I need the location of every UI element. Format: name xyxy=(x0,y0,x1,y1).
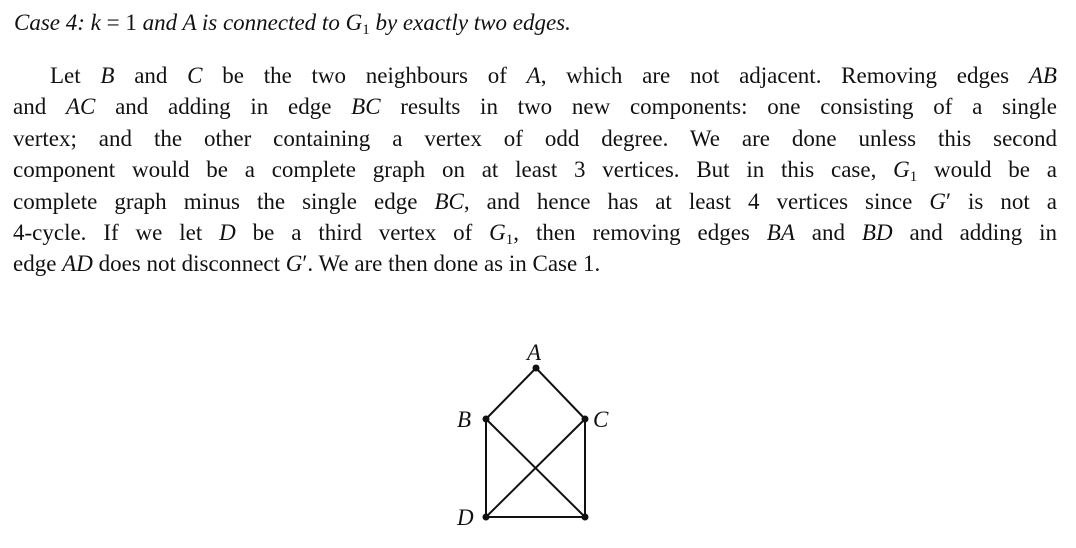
math-eq: = 1 xyxy=(100,10,137,35)
graph-edges xyxy=(486,368,585,517)
paragraph-line-5: complete graph minus the single edge BC, and hence has at least 4 vertices since G′ is not a xyxy=(13,188,1057,214)
vertex-A xyxy=(533,365,540,372)
paragraph-line-2: and AC and adding in edge BC results in two new components: one consisting of a single xyxy=(13,94,1057,120)
label-B: B xyxy=(457,407,472,432)
graph-figure xyxy=(430,330,650,540)
math-A: A xyxy=(182,10,197,35)
case-heading xyxy=(14,10,571,36)
paragraph-line-6: 4-cycle. If we let D be a third vertex of $G_1$, then removing edges BA and BD and adding in xyxy=(13,220,1057,249)
heading-text: by exactly two edges. xyxy=(369,10,571,35)
vertex-B xyxy=(483,416,490,423)
edge-A-C xyxy=(536,368,585,419)
math-subscript: 1 xyxy=(362,22,370,38)
paragraph-line-4: component would be a complete graph on at least 3 vertices. But in this case, $G_1$ would be a xyxy=(13,157,1057,186)
vertex-D xyxy=(483,514,490,521)
math-k: k xyxy=(90,10,101,35)
vertex-E xyxy=(582,514,589,521)
paragraph-line-3: vertex; and the other containing a vertex of odd degree. We are done unless this second xyxy=(13,125,1057,151)
label-C: C xyxy=(593,407,609,432)
graph-vertices xyxy=(483,365,589,521)
body-paragraph xyxy=(13,60,1057,280)
label-A: A xyxy=(527,340,542,365)
vertex-C xyxy=(582,416,589,423)
case-label: Case 4: xyxy=(14,10,91,35)
paragraph-line-7: edge AD does not disconnect G′. We are then done as in Case 1. xyxy=(13,251,601,277)
heading-text: and xyxy=(136,10,183,35)
math-G: G xyxy=(345,10,363,35)
heading-text: is connected to xyxy=(196,10,346,35)
paragraph-line-1: Let B and C be the two neighbours of A, which are not adjacent. Removing edges AB xyxy=(50,63,1057,88)
label-D: D xyxy=(457,505,474,530)
edge-A-B xyxy=(486,368,536,419)
